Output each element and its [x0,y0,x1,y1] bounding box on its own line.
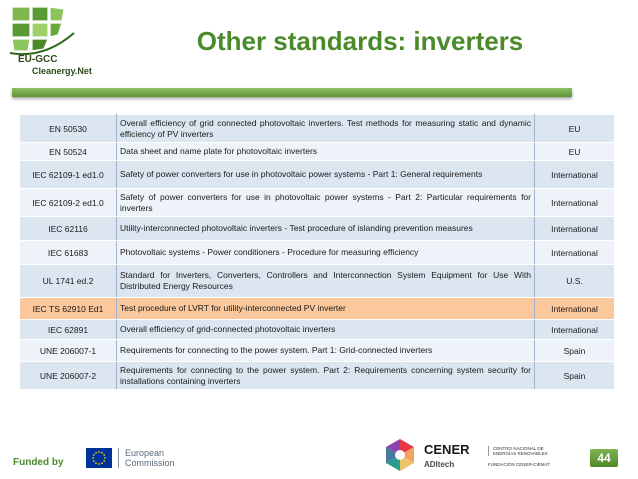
eu-text-line1: European [125,448,165,458]
logo-text-cleanergy: Cleanergy.Net [32,66,92,76]
standard-description-cell: Requirements for connecting to the power system. Part 1: Grid-connected inverters [117,340,535,362]
standard-scope-cell: International [535,217,615,241]
cener-name: CENER [424,442,470,457]
standard-description-cell: Utility-interconnected photovoltaic inverters - Test procedure of islanding prevention measures [117,217,535,241]
cener-description: CENTRO NACIONAL DE ENERGÍAS RENOVABLES [488,446,563,456]
standard-description-cell: Overall efficiency of grid connected photovoltaic inverters. Test methods for measuring static and dynamic efficiency of PV inverters [117,115,535,143]
standard-code-cell: IEC 61683 [20,241,117,265]
eu-flag-icon [86,448,112,468]
cener-subtitle: ADItech [424,460,455,469]
table-row [20,265,614,298]
table-row [20,362,614,390]
standard-description-cell: Overall efficiency of grid-connected photovoltaic inverters [117,320,535,340]
cener-hexagon-logo-icon [382,437,418,473]
table-row [20,161,614,189]
table-row [20,298,614,320]
table-row [20,189,614,217]
standard-scope-cell: U.S. [535,265,615,298]
title-divider-bar [12,88,572,97]
table-row [20,217,614,241]
standard-code-cell: IEC 62116 [20,217,117,241]
standard-code-cell: EN 50524 [20,143,117,161]
standard-scope-cell: Spain [535,340,615,362]
standard-code-cell: UNE 206007-1 [20,340,117,362]
cener-foundation: FUNDACIÓN CENER-CIEMAT [488,462,550,467]
page-title: Other standards: inverters [196,26,524,56]
table-row [20,320,614,340]
standard-scope-cell: International [535,320,615,340]
funded-by-label: Funded by [13,457,64,468]
standard-code-cell: IEC 62109-1 ed1.0 [20,161,117,189]
table-row [20,340,614,362]
standard-code-cell: IEC TS 62910 Ed1 [20,298,117,320]
standard-description-cell: Test procedure of LVRT for utility-interconnected PV inverter [117,298,535,320]
table-row [20,143,614,161]
standard-scope-cell: EU [535,115,615,143]
standard-description-cell: Photovoltaic systems - Power conditioners - Procedure for measuring efficiency [117,241,535,265]
standard-description-cell: Safety of power converters for use in photovoltaic power systems - Part 2: Particular requirements for inverters [117,189,535,217]
standard-description-cell: Data sheet and name plate for photovoltaic inverters [117,143,535,161]
standard-code-cell: UL 1741 ed.2 [20,265,117,298]
standard-code-cell: UNE 206007-2 [20,362,117,390]
page-number: 44 [590,449,618,467]
eu-text-line2: Commission [125,458,175,468]
logo-text-eu-gcc: EU-GCC [18,54,58,65]
standard-code-cell: IEC 62891 [20,320,117,340]
standard-code-cell: IEC 62109-2 ed1.0 [20,189,117,217]
standard-scope-cell: International [535,161,615,189]
table-row [20,115,614,143]
standard-scope-cell: International [535,298,615,320]
standard-description-cell: Requirements for connecting to the power system. Part 2: Requirements concerning system security for installations containing inverters [117,362,535,390]
standard-scope-cell: EU [535,143,615,161]
european-commission-logo [118,448,175,468]
standard-scope-cell: International [535,241,615,265]
standard-code-cell: EN 50530 [20,115,117,143]
standards-table [20,114,614,390]
standard-scope-cell: International [535,189,615,217]
standard-scope-cell: Spain [535,362,615,390]
table-row [20,241,614,265]
standard-description-cell: Safety of power converters for use in photovoltaic power systems - Part 1: General requirements [117,161,535,189]
standard-description-cell: Standard for Inverters, Converters, Controllers and Interconnection System Equipment for Use With Distributed Energy Resources [117,265,535,298]
